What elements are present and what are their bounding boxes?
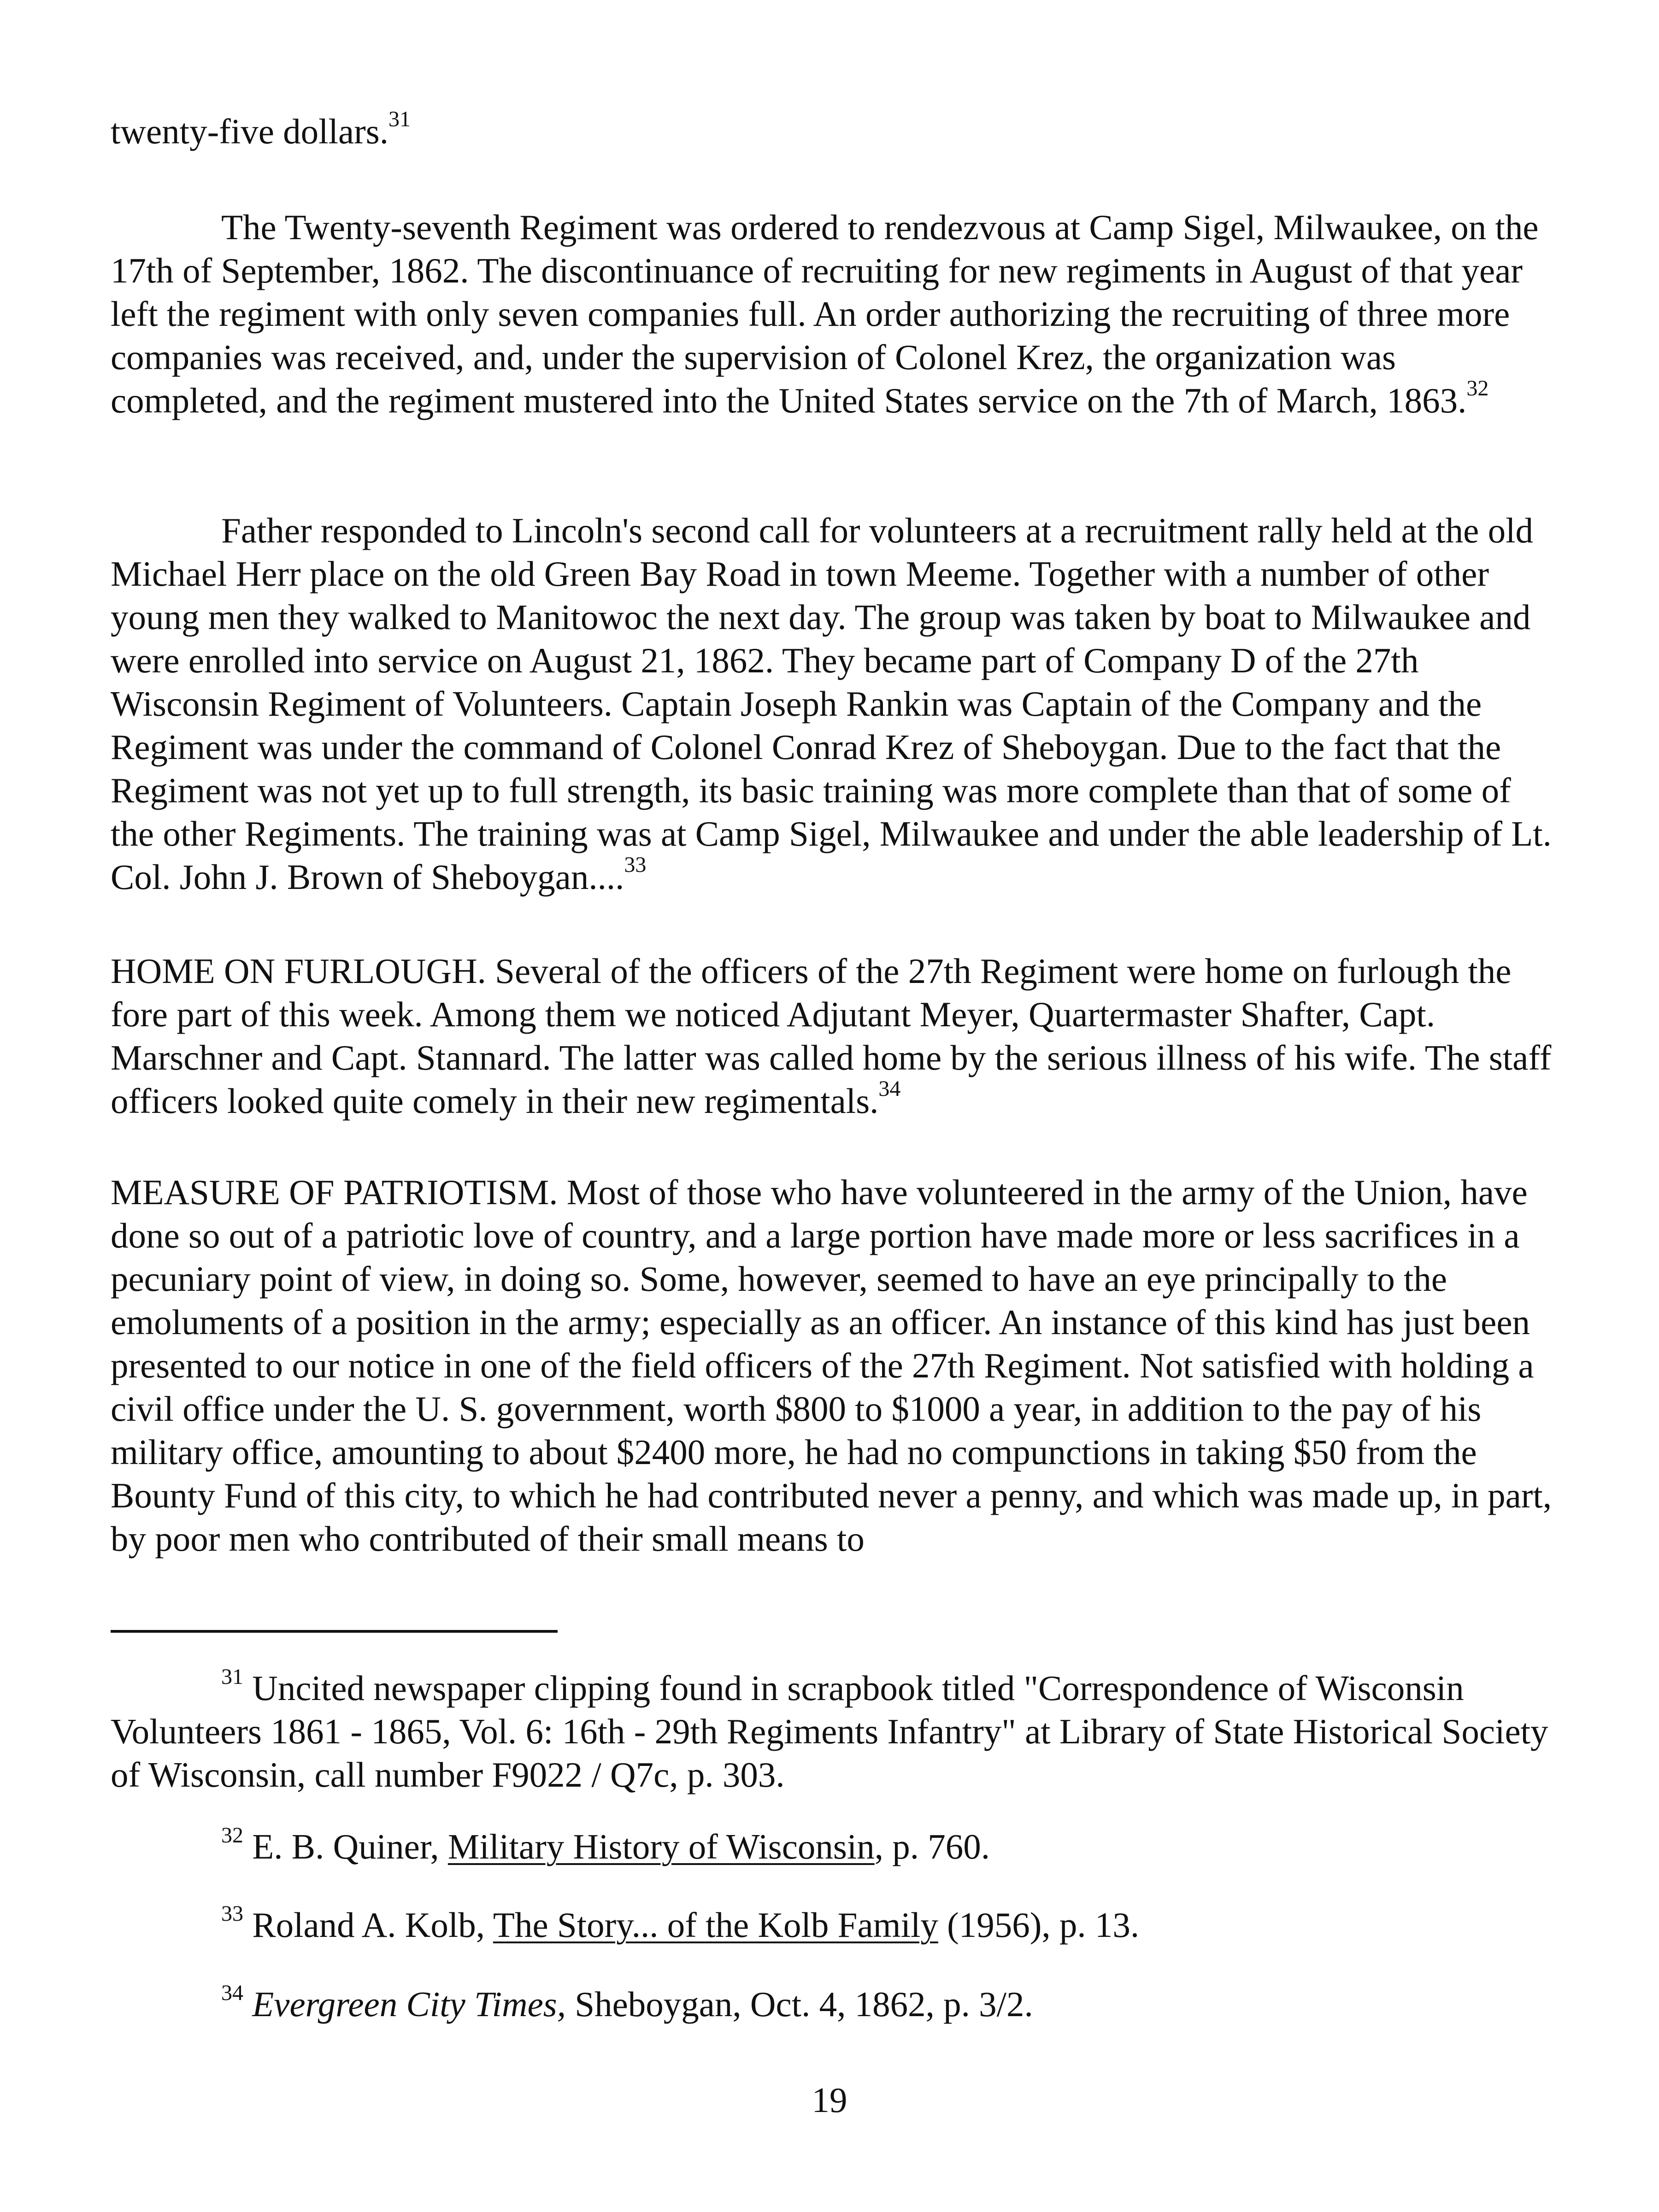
- page-number: 19: [812, 2080, 847, 2120]
- footnote-34: [221, 1983, 1033, 2026]
- footnote-title: Evergreen City Times,: [252, 1984, 566, 2024]
- footnote-separator: [111, 1630, 558, 1633]
- paragraph-text: HOME ON FURLOUGH. Several of the officers of the 27th Regiment were home on furlough the fore part of this week. Among them we noticed Adjutant Meyer, Quartermaster Shafter, Capt. Marschner and Capt. Stannard. The latter was called home by the serious illness of his wife. The staff officers looked quite comely in their new regimentals.: [111, 951, 1552, 1121]
- footnote-detail: (1956), p. 13.: [938, 1905, 1140, 1945]
- paragraph-regiment-rendezvous: [111, 206, 1558, 422]
- footnote-ref[interactable]: 32: [1466, 376, 1489, 401]
- footnote-author: Roland A. Kolb,: [252, 1905, 493, 1945]
- paragraph-text: twenty-five dollars.: [111, 112, 388, 151]
- paragraph-text: MEASURE OF PATRIOTISM. Most of those who have volunteered in the army of the Union, have done so out of a patriotic love of country, and a large portion have made more or less sacrifices in a pecuniary point of view, in doing so. Some, however, seemed to have an eye principally to the emoluments of a position in the army; especially as an officer. An instance of this kind has just been presented to our notice in one of the field officers of the 27th Regiment. Not satisfied with holding a civil office under the U. S. government, worth $800 to $1000 a year, in addition to the pay of his military office, amounting to about $2400 more, he had no compunctions in taking $50 from the Bounty Fund of this city, to which he had contributed never a penny, and which was made up, in part, by poor men who contributed of their small means to: [111, 1172, 1552, 1559]
- footnote-text: Uncited newspaper clipping found in scrapbook titled "Correspondence of Wisconsin Volunteers 1861 - 1865, Vol. 6: 16th - 29th Regiments Infantry" at Library of State Historical Society of Wisconsin, call number F9022 / Q7c, p. 303.: [111, 1668, 1548, 1794]
- footnote-ref[interactable]: 31: [388, 107, 411, 132]
- footnote-title: The Story... of the Kolb Family: [493, 1905, 938, 1945]
- paragraph-continuation: [111, 107, 1558, 153]
- footnote-number: 33: [221, 1901, 243, 1926]
- footnote-author: E. B. Quiner,: [252, 1827, 448, 1866]
- footnote-detail: Sheboygan, Oct. 4, 1862, p. 3/2.: [566, 1984, 1033, 2024]
- footnote-detail: , p. 760.: [874, 1827, 990, 1866]
- footnote-31: [111, 1666, 1558, 1796]
- footnote-32: [221, 1825, 990, 1868]
- footnote-number: 31: [221, 1665, 243, 1689]
- footnote-title: Military History of Wisconsin: [447, 1827, 875, 1866]
- paragraph-home-on-furlough: [111, 949, 1558, 1123]
- paragraph-text: Father responded to Lincoln's second call for volunteers at a recruitment rally held at the old Michael Herr place on the old Green Bay Road in town Meeme. Together with a number of other young men they walked to Manitowoc the next day. The group was taken by boat to Milwaukee and were enrolled into service on August 21, 1862. They became part of Company D of the 27th Wisconsin Regiment of Volunteers. Captain Joseph Rankin was Captain of the Company and the Regiment was under the command of Colonel Conrad Krez of Sheboygan. Due to the fact that the Regiment was not yet up to full strength, its basic training was more complete than that of some of the other Regiments. The training was at Camp Sigel, Milwaukee and under the able leadership of Lt. Col. John J. Brown of Sheboygan....: [111, 511, 1552, 897]
- paragraph-text: The Twenty-seventh Regiment was ordered to rendezvous at Camp Sigel, Milwaukee, on the 17th of September, 1862. The discontinuance of recruiting for new regiments in August of that year left the regiment with only seven companies full. An order authorizing the recruiting of three more companies was received, and, under the supervision of Colonel Krez, the organization was completed, and the regiment mustered into the United States service on the 7th of March, 1863.: [111, 207, 1539, 420]
- footnote-number: 34: [221, 1981, 243, 2006]
- footnote-33: [221, 1903, 1139, 1947]
- footnote-ref[interactable]: 33: [624, 853, 647, 877]
- footnote-number: 32: [221, 1823, 243, 1848]
- paragraph-measure-of-patriotism: [111, 1171, 1558, 1560]
- paragraph-father-enlistment: [111, 509, 1558, 899]
- footnote-ref[interactable]: 34: [878, 1077, 901, 1101]
